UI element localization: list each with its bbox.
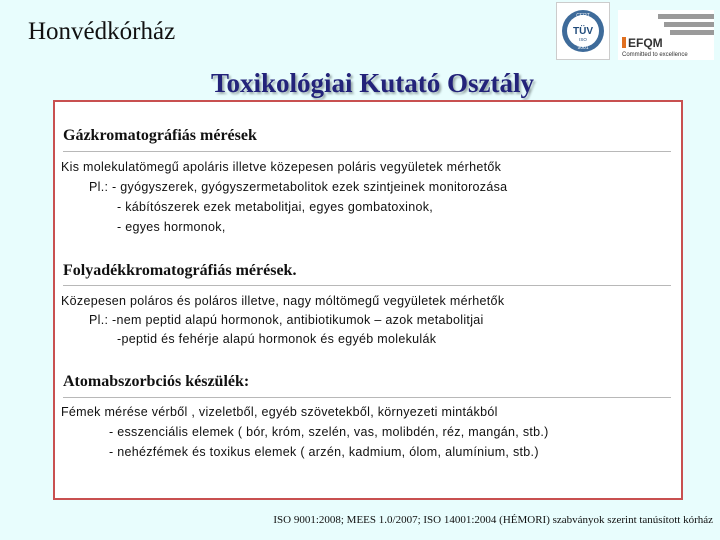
section-line: -peptid és fehérje alapú hormonok és egyéb molekulák — [117, 332, 437, 346]
section-line: Fémek mérése vérből , vizeletből, egyéb szövetekből, környezeti mintákból — [61, 405, 498, 419]
section-line: - nehézfémek és toxikus elemek ( arzén, kadmium, ólom, alumínium, stb.) — [109, 445, 539, 459]
section-title-liquid-chromatography: Folyadékkromatográfiás mérések. — [63, 262, 297, 279]
section-title-atomic-absorption: Atomabszorbciós készülék: — [63, 373, 250, 390]
section-line: Közepesen poláros és poláros illetve, nagy móltömegű vegyületek mérhetők — [61, 294, 505, 308]
separator — [63, 285, 671, 286]
separator — [63, 397, 671, 398]
section-line: Pl.: - gyógyszerek, gyógyszermetabolitok ezek szintjeinek monitorozása — [89, 180, 508, 194]
page-title: Toxikológiai Kutató Osztály — [210, 68, 535, 98]
tuv-certification-logo — [556, 2, 610, 60]
organization-name: Honvédkórház — [28, 18, 176, 45]
content-box — [53, 100, 683, 500]
section-line: - esszenciális elemek ( bór, króm, szelén, vas, molibdén, réz, mangán, stb.) — [109, 425, 549, 439]
section-line: Pl.: -nem peptid alapú hormonok, antibiotikumok – azok metabolitjai — [89, 313, 484, 327]
tuv-bottom-text: 9001 — [577, 45, 589, 51]
certification-footer: ISO 9001:2008; MEES 1.0/2007; ISO 14001:2004 (HÉMORI) szabványok szerint tanúsított kórház — [273, 514, 713, 526]
separator — [63, 151, 671, 152]
tuv-iso-text: ISO — [579, 37, 587, 42]
tuv-main-text: TÜV — [573, 26, 593, 37]
section-line: - kábítószerek ezek metabolitjai, egyes gombatoxinok, — [117, 200, 434, 214]
efqm-name: EFQM — [628, 36, 663, 50]
section-line: Kis molekulatömegű apoláris illetve közepesen poláris vegyületek mérhetők — [61, 160, 502, 174]
section-title-gas-chromatography: Gázkromatográfiás mérések — [63, 127, 257, 144]
section-line: - egyes hormonok, — [117, 220, 226, 234]
efqm-tagline: Committed to excellence — [622, 52, 688, 58]
efqm-logo — [618, 10, 714, 60]
tuv-top-text: CERT — [576, 13, 590, 19]
